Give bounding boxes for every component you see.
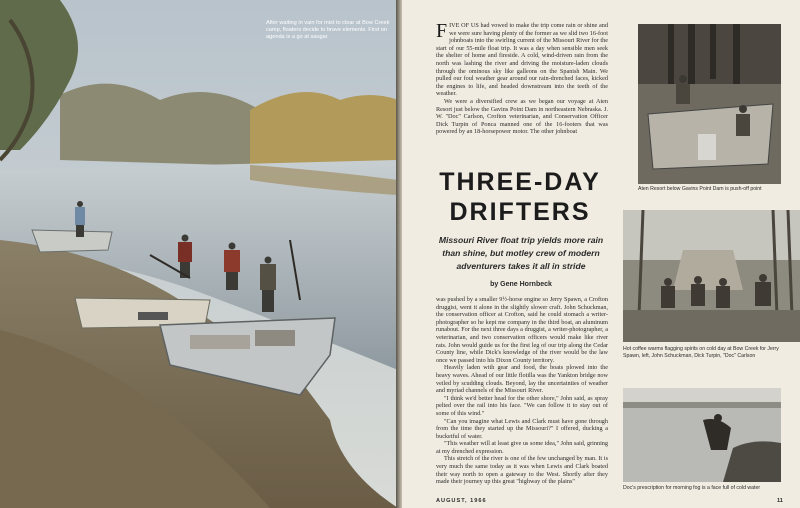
article-title-line1: THREE-DAY (439, 168, 601, 196)
morning-fog-photo (623, 388, 781, 482)
bow-creek-camp-photo (623, 210, 800, 342)
top-right-photo-caption: Aten Resort below Gavins Point Dam is push-off point (638, 186, 762, 192)
left-page-photo (0, 0, 398, 508)
body-column (436, 296, 608, 486)
bottom-right-photo-caption: Doc's prescription for morning fog is a face full of cold water (623, 485, 761, 491)
issue-date: AUGUST, 1966 (436, 498, 487, 504)
page-number: 11 (777, 498, 783, 504)
body-paragraph: "This weather will at least give us some idea," John said, grinning at my drenched expression. (436, 440, 608, 455)
article-title-line2: DRIFTERS (449, 198, 591, 226)
article-byline: by Gene Hornbeck (490, 281, 552, 288)
article-subtitle: Missouri River float trip yields more rain than shine, but motley crew of modern adventurers takes it all in stride (438, 235, 604, 271)
middle-right-photo-caption: Hot coffee warms flagging spirits on cold day at Bow Creek for Jerry Spawn, left, John Schuckman, Dick Turpin, "Doc" Carlson (623, 346, 779, 359)
drop-cap: F (436, 20, 448, 42)
body-paragraph: "I think we'd better head for the other shore," John said, as spray pelted over the rail into his face. "We can follow it to stay out of some of this wind." (436, 394, 608, 417)
intro-paragraph-2: We were a diversified crew as we began our voyage at Aten Resort just below the Gavins Point Dam in northeastern Nebraska. J. W. "Doc" Carlson, Crofton veterinarian, and Conservation Officer Dick Turpin of Ponca manned one of the 16-footers that was powered by an 18-horsepower motor. The other johnboat (436, 97, 608, 136)
river-camp-photo (0, 0, 398, 508)
main-photo-caption: After waiting in vain for mist to clear at Bow Creek camp, floaters decide to brave elements. First on agenda is a go at saugar (266, 20, 390, 40)
intro-paragraph: IVE OF US had vowed to make the trip come rain or shine and we were sure having plenty of the former as we slid two 16-foot johnboats into the swirling current of the Missouri River for the start of our 55-mile float trip. It was a day when sensible men seek the shelter of home and fireside. A cold, wind-driven rain from the north was lashing the river and driving the moisture-laden clouds through the ominous sky like galleons on the Spanish Main. We pulled our foul weather gear around our rain-drenched faces, kicked the engines to life, and headed downstream into the teeth of the weather. (436, 22, 608, 98)
right-page (402, 0, 800, 508)
body-paragraph: "Can you imagine what Lewis and Clark must have gone through from the time they started up the Missouri?" I offered, ducking a bucketful of water. (436, 417, 608, 440)
body-paragraph: Heavily laden with gear and food, the boats plowed into the heavy waves. Ahead of our little flotilla was the Yankton bridge now veiled by scudding clouds. Beyond, lay the uncertainties of weather and myriad channels of the Missouri River. (436, 364, 608, 395)
body-paragraph: This stretch of the river is one of the few unchanged by man. It is very much the same today as it was when Lewis and Clark boated their way north to open a gateway to the West. Shortly after they made their journey up this great "highway of the plains" (436, 455, 608, 486)
body-paragraph: was pushed by a smaller 9½-horse engine so Jerry Spawn, a Crofton druggist, went it alone in the slightly slower craft. John Schuckman, the conservation officer at Crofton, said he could stomach a writer-photographer so he kept me company in the third boat, an aluminum runabout. For the next three days a druggist, a writer-photographer, a veterinarian, and two conservation officers would make like river rats. John would guide us for the first leg of our trip along the Cedar County line, while Dick's knowledge of the river would be the law once we passed into his Dixon County territory. (436, 296, 608, 364)
aten-resort-photo (638, 24, 781, 184)
intro-column (436, 22, 608, 136)
